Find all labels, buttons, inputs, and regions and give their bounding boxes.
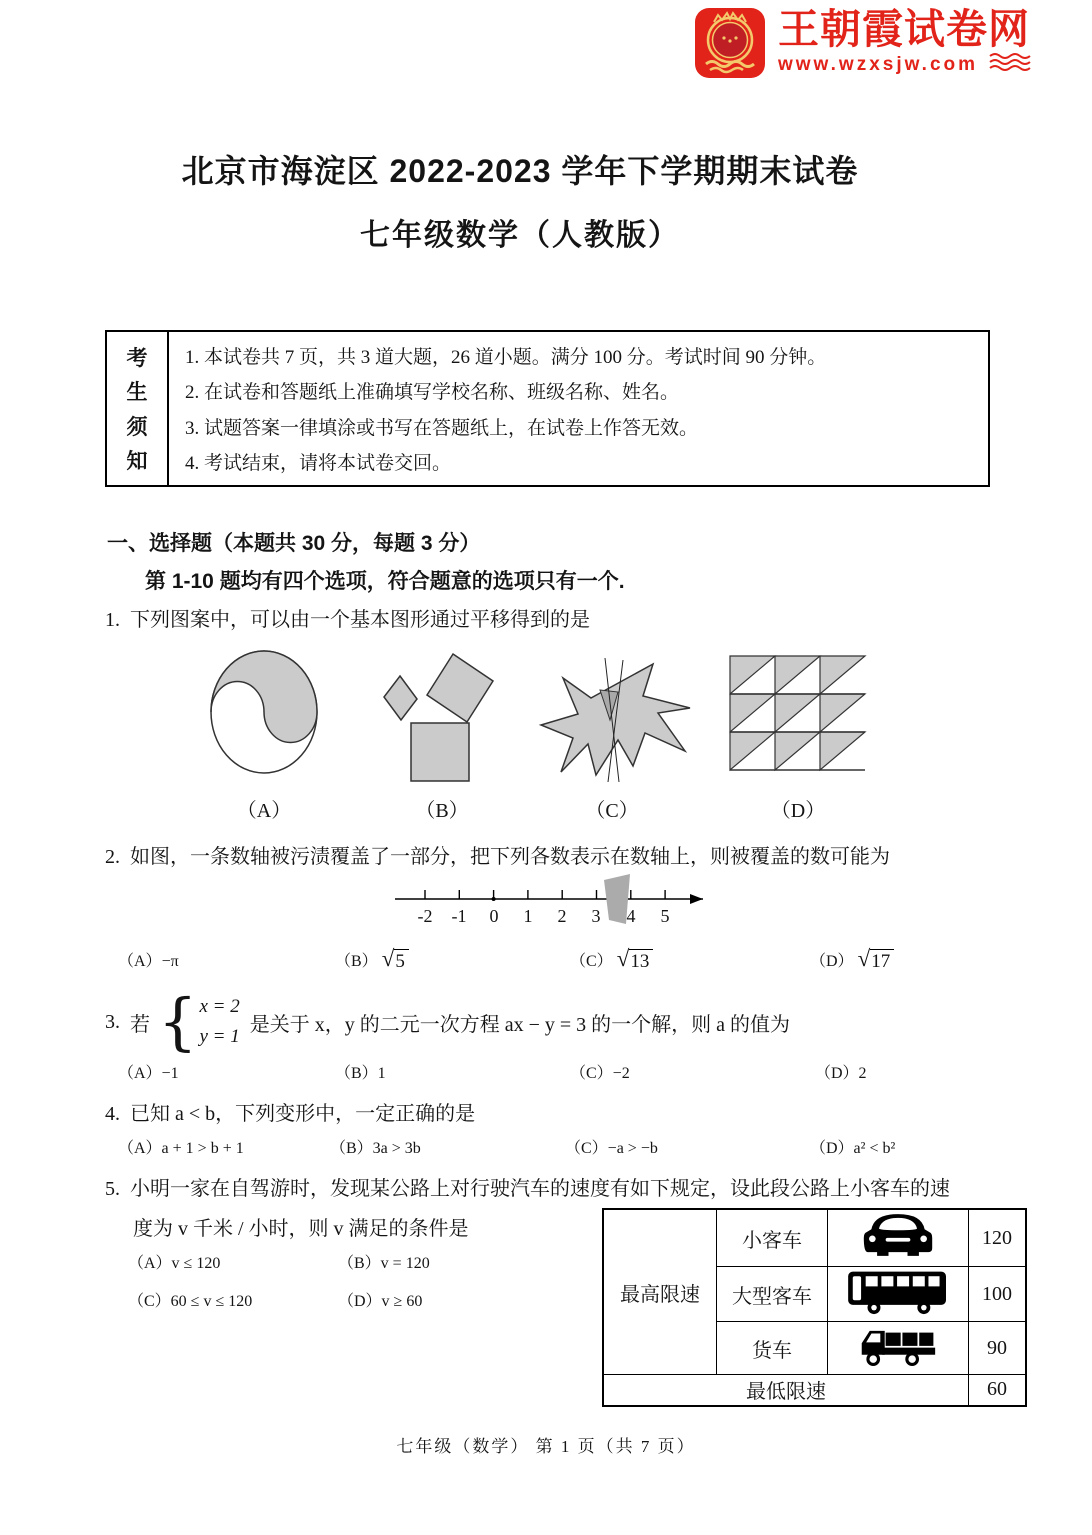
exam-subtitle: 七年级数学（人教版） (360, 219, 680, 252)
q5-option-a: （A）v ≤ 120 (128, 1255, 221, 1272)
q4-option-b: （B）3a > 3b (330, 1140, 421, 1157)
max-speed-label: 最高限速 (603, 1209, 717, 1375)
q2-option-b: （B） √ 5 (335, 948, 409, 973)
question-3: 3. 若 { x = 2 y = 1 是关于 x，y 的二元一次方程 ax − y = 3 的一个解，则 a 的值为 (105, 985, 791, 1058)
axis-tick: 5 (660, 906, 670, 926)
sqrt-expression: √ 17 (858, 949, 895, 973)
q1-figure-a-taiji (208, 648, 320, 781)
truck-icon (828, 1322, 969, 1375)
question-5-line1: 5. 小明一家在自驾游时，发现某公路上对行驶汽车的速度有如下规定，设此段公路上小客车的速 (105, 1178, 950, 1200)
q1-figure-d-triangles (722, 652, 878, 791)
q2-option-c: （C） √ 13 (570, 948, 653, 973)
q1-figure-label-c: （C） (585, 800, 639, 822)
notice-item: 4. 考试结束，请将本试卷交回。 (185, 452, 452, 474)
notice-item: 2. 在试卷和答题纸上准确填写学校名称、班级名称、姓名。 (185, 382, 680, 404)
q3-option-b: （B）1 (335, 1065, 386, 1082)
question-4-number: 4. (105, 1103, 120, 1125)
speed-limit-table (602, 1208, 1027, 1407)
system-brace: { (158, 985, 198, 1058)
question-2-number: 2. (105, 846, 120, 868)
speed-limit-value: 100 (969, 1267, 1027, 1322)
min-speed-label: 最低限速 (603, 1375, 969, 1406)
axis-tick: 2 (557, 906, 567, 926)
q4-option-d: （D）a² < b² (810, 1140, 896, 1157)
question-4: 4. 已知 a < b，下列变形中，一定正确的是 (105, 1103, 476, 1125)
q3-option-a: （A）−1 (118, 1065, 179, 1082)
axis-tick: -1 (451, 906, 467, 926)
speed-limit-value: 90 (969, 1322, 1027, 1375)
speed-limit-value: 120 (969, 1209, 1027, 1267)
sqrt-expression: √ 5 (382, 949, 409, 973)
question-5-line2: 度为 v 千米 / 小时，则 v 满足的条件是 (133, 1218, 469, 1240)
section-heading: 一、选择题（本题共 30 分，每题 3 分） (107, 532, 481, 555)
candidate-notice-box (105, 330, 990, 487)
question-2: 2. 如图，一条数轴被污渍覆盖了一部分，把下列各数表示在数轴上，则被覆盖的数可能为 (105, 846, 890, 868)
q4-option-a: （A）a + 1 > b + 1 (118, 1140, 244, 1157)
axis-tick: 4 (626, 906, 636, 926)
q5-option-b: （B）v = 120 (338, 1255, 430, 1272)
logo-emblem-icon (694, 6, 766, 85)
wave-lines-icon (988, 52, 1036, 77)
notice-side-label: 考 生 须 知 (107, 332, 169, 485)
question-3-number: 3. (105, 1010, 120, 1033)
q2-number-line (390, 872, 712, 936)
axis-tick: 1 (523, 906, 533, 926)
axis-tick: 0 (489, 906, 499, 926)
sqrt-expression: √ 13 (617, 949, 654, 973)
equation-system: x = 2 y = 1 (199, 996, 240, 1047)
q1-figure-b-squares (383, 648, 508, 793)
notice-item: 3. 试题答案一律填涂或书写在答题纸上，在试卷上作答无效。 (185, 417, 699, 439)
notice-items (169, 332, 988, 485)
axis-tick: -2 (417, 906, 433, 926)
page-footer: 七年级（数学） 第 1 页（共 7 页） (396, 1437, 696, 1456)
site-logo (694, 6, 1036, 85)
q5-option-d: （D）v ≥ 60 (338, 1293, 423, 1310)
q3-option-c: （C）−2 (570, 1065, 630, 1082)
axis-tick: 3 (591, 906, 601, 926)
q3-option-d: （D）2 (815, 1065, 867, 1082)
q5-option-c: （C）60 ≤ v ≤ 120 (128, 1293, 253, 1310)
q4-option-c: （C）−a > −b (565, 1140, 658, 1157)
q1-figure-label-b: （B） (415, 800, 469, 822)
question-1-number: 1. (105, 609, 120, 631)
logo-url: www.wzxsjw.com (778, 53, 979, 75)
vehicle-name: 小客车 (717, 1209, 828, 1267)
q2-option-d: （D） √ 17 (810, 948, 894, 973)
exam-title: 北京市海淀区 2022-2023 学年下学期期末试卷 (181, 153, 859, 189)
section-subheading: 第 1-10 题均有四个选项，符合题意的选项只有一个. (145, 570, 625, 593)
notice-item: 1. 本试卷共 7 页，共 3 道大题，26 道小题。满分 100 分。考试时间 90 分钟。 (185, 347, 827, 368)
logo-site-name: 王朝霞试卷网 (778, 6, 1030, 52)
q1-figure-label-d: （D） (770, 800, 826, 822)
bus-icon (828, 1267, 969, 1322)
car-icon (828, 1209, 969, 1267)
question-5-number: 5. (105, 1178, 120, 1200)
q1-figure-label-a: （A） (236, 800, 292, 822)
vehicle-name: 大型客车 (717, 1267, 828, 1322)
q2-option-a: （A）−π (118, 953, 179, 970)
vehicle-name: 货车 (717, 1322, 828, 1375)
question-1: 1. 下列图案中，可以由一个基本图形通过平移得到的是 (105, 609, 590, 631)
q1-figure-c-star (533, 648, 693, 793)
min-speed-value: 60 (969, 1375, 1027, 1406)
